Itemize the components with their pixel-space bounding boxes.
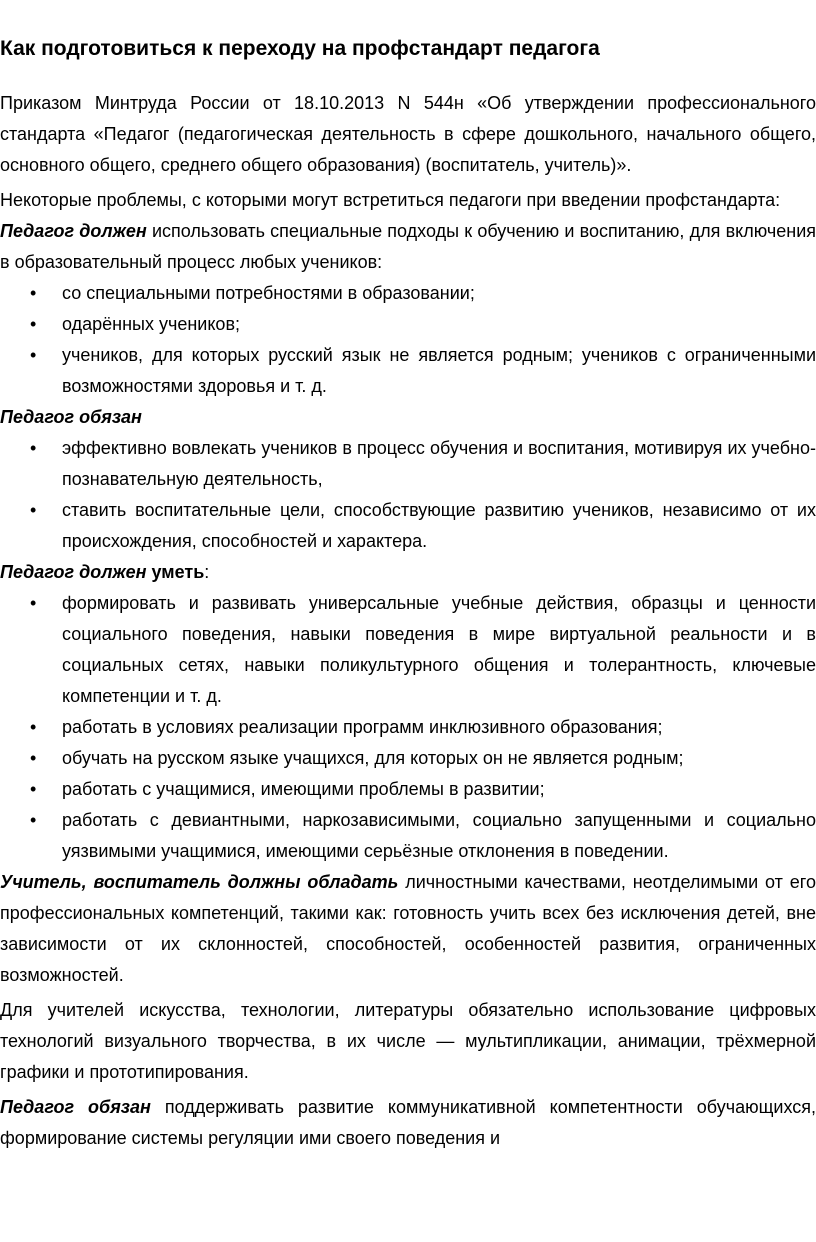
section4-lead: Учитель, воспитатель должны обладать bbox=[0, 872, 399, 892]
section6-paragraph bbox=[0, 1092, 816, 1154]
section6-lead: Педагог обязан bbox=[0, 1097, 151, 1117]
section2-lead: Педагог обязан bbox=[0, 407, 142, 427]
section1-list bbox=[0, 278, 816, 402]
section2-paragraph bbox=[0, 402, 816, 433]
section2-list bbox=[0, 433, 816, 557]
list-item: • учеников, для которых русский язык не является родным; учеников с ограниченными возможностями здоровья и т. д. bbox=[0, 340, 816, 402]
document-body bbox=[0, 88, 816, 1154]
list-item: • работать в условиях реализации программ инклюзивного образования; bbox=[0, 712, 816, 743]
list-item: • обучать на русском языке учащихся, для которых он не является родным; bbox=[0, 743, 816, 774]
section1-paragraph bbox=[0, 216, 816, 278]
section3-lead-bold: уметь bbox=[146, 562, 205, 582]
document-title: Как подготовиться к переходу на профстандарт педагога bbox=[0, 37, 600, 60]
section3-colon: : bbox=[204, 562, 210, 582]
list-item: • формировать и развивать универсальные учебные действия, образцы и ценности социального поведения, навыки поведения в мире виртуальной реальности и в социальных сетях, навыки поликультурного общения и толерантность, ключевые компетенции и т. д. bbox=[0, 588, 816, 712]
section1-lead: Педагог должен bbox=[0, 221, 147, 241]
section3-list bbox=[0, 588, 816, 867]
section6-text: поддерживать развитие коммуникативной компетентности обучающихся, формирование системы регуляции ими своего поведения и bbox=[0, 1097, 816, 1148]
list-item: • эффективно вовлекать учеников в процесс обучения и воспитания, мотивируя их учебно-познавательную деятельность, bbox=[0, 433, 816, 495]
section3-paragraph bbox=[0, 557, 816, 588]
list-item: • работать с учащимися, имеющими проблемы в развитии; bbox=[0, 774, 816, 805]
list-item: • ставить воспитательные цели, способствующие развитию учеников, независимо от их происхождения, способностей и характера. bbox=[0, 495, 816, 557]
section3-lead: Педагог должен bbox=[0, 562, 147, 582]
list-item: • работать с девиантными, наркозависимыми, социально запущенными и социально уязвимыми учащимися, имеющими серьёзные отклонения в поведении. bbox=[0, 805, 816, 867]
section1-text: использовать специальные подходы к обучению и воспитанию, для включения в образовательный процесс любых учеников: bbox=[0, 221, 816, 272]
list-item: • одарённых учеников; bbox=[0, 309, 816, 340]
section4-paragraph bbox=[0, 867, 816, 991]
intro-paragraph: Приказом Минтруда России от 18.10.2013 N 544н «Об утверждении профессионального стандарта «Педагог (педагогическая деятельность в сфере дошкольного, начального общего, основного общего, среднего общего образования) (воспитатель, учитель)». bbox=[0, 93, 816, 175]
list-item: • со специальными потребностями в образовании; bbox=[0, 278, 816, 309]
section5-paragraph: Для учителей искусства, технологии, литературы обязательно использование цифровых технологий визуального творчества, в их числе — мультипликации, анимации, трёхмерной графики и прототипирования. bbox=[0, 1000, 816, 1082]
section4-text: личностными качествами, неотделимыми от его профессиональных компетенций, такими как: готовность учить всех без исключения детей, вне зависимости от их склонностей, способностей, особенностей развития, ограниченных возможностей. bbox=[0, 872, 816, 985]
problems-intro-paragraph: Некоторые проблемы, с которыми могут встретиться педагоги при введении профстандарта: bbox=[0, 190, 781, 210]
